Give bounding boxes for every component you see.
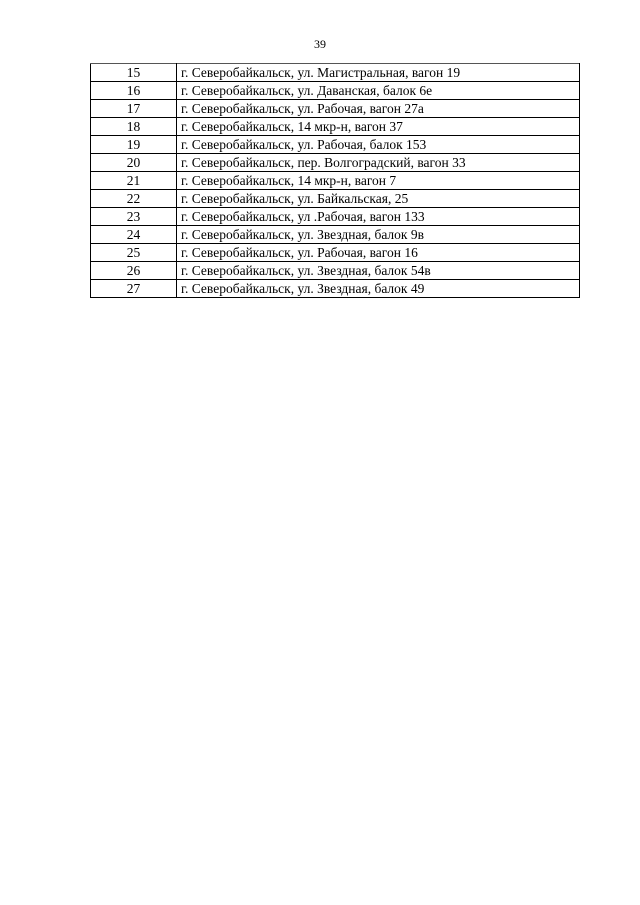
row-address: г. Северобайкальск, ул. Звездная, балок 54в <box>177 262 580 280</box>
row-address: г. Северобайкальск, пер. Волгоградский, вагон 33 <box>177 154 580 172</box>
row-address: г. Северобайкальск, 14 мкр-н, вагон 37 <box>177 118 580 136</box>
row-number: 21 <box>91 172 177 190</box>
row-number: 17 <box>91 100 177 118</box>
row-number: 15 <box>91 64 177 82</box>
row-number: 22 <box>91 190 177 208</box>
table-row <box>91 64 580 82</box>
row-number: 26 <box>91 262 177 280</box>
row-address: г. Северобайкальск, ул. Даванская, балок 6е <box>177 82 580 100</box>
table-row <box>91 208 580 226</box>
table-row <box>91 262 580 280</box>
table-row <box>91 136 580 154</box>
row-address: г. Северобайкальск, ул. Звездная, балок 49 <box>177 280 580 298</box>
row-number: 19 <box>91 136 177 154</box>
table-row <box>91 82 580 100</box>
table-row <box>91 154 580 172</box>
row-address: г. Северобайкальск, ул. Рабочая, балок 153 <box>177 136 580 154</box>
row-address: г. Северобайкальск, ул. Магистральная, вагон 19 <box>177 64 580 82</box>
table-row <box>91 172 580 190</box>
row-number: 18 <box>91 118 177 136</box>
table-row <box>91 280 580 298</box>
row-number: 16 <box>91 82 177 100</box>
row-number: 24 <box>91 226 177 244</box>
table-row <box>91 244 580 262</box>
row-number: 23 <box>91 208 177 226</box>
row-address: г. Северобайкальск, ул. Рабочая, вагон 27а <box>177 100 580 118</box>
row-number: 20 <box>91 154 177 172</box>
row-address: г. Северобайкальск, ул. Рабочая, вагон 16 <box>177 244 580 262</box>
table-row <box>91 100 580 118</box>
row-number: 25 <box>91 244 177 262</box>
address-table-body <box>91 64 580 298</box>
row-address: г. Северобайкальск, ул. Байкальская, 25 <box>177 190 580 208</box>
row-address: г. Северобайкальск, ул .Рабочая, вагон 133 <box>177 208 580 226</box>
table-row <box>91 226 580 244</box>
table-row <box>91 118 580 136</box>
row-address: г. Северобайкальск, 14 мкр-н, вагон 7 <box>177 172 580 190</box>
table-row <box>91 190 580 208</box>
page-number: 39 <box>314 37 326 51</box>
row-address: г. Северобайкальск, ул. Звездная, балок 9в <box>177 226 580 244</box>
row-number: 27 <box>91 280 177 298</box>
address-table <box>90 63 580 298</box>
